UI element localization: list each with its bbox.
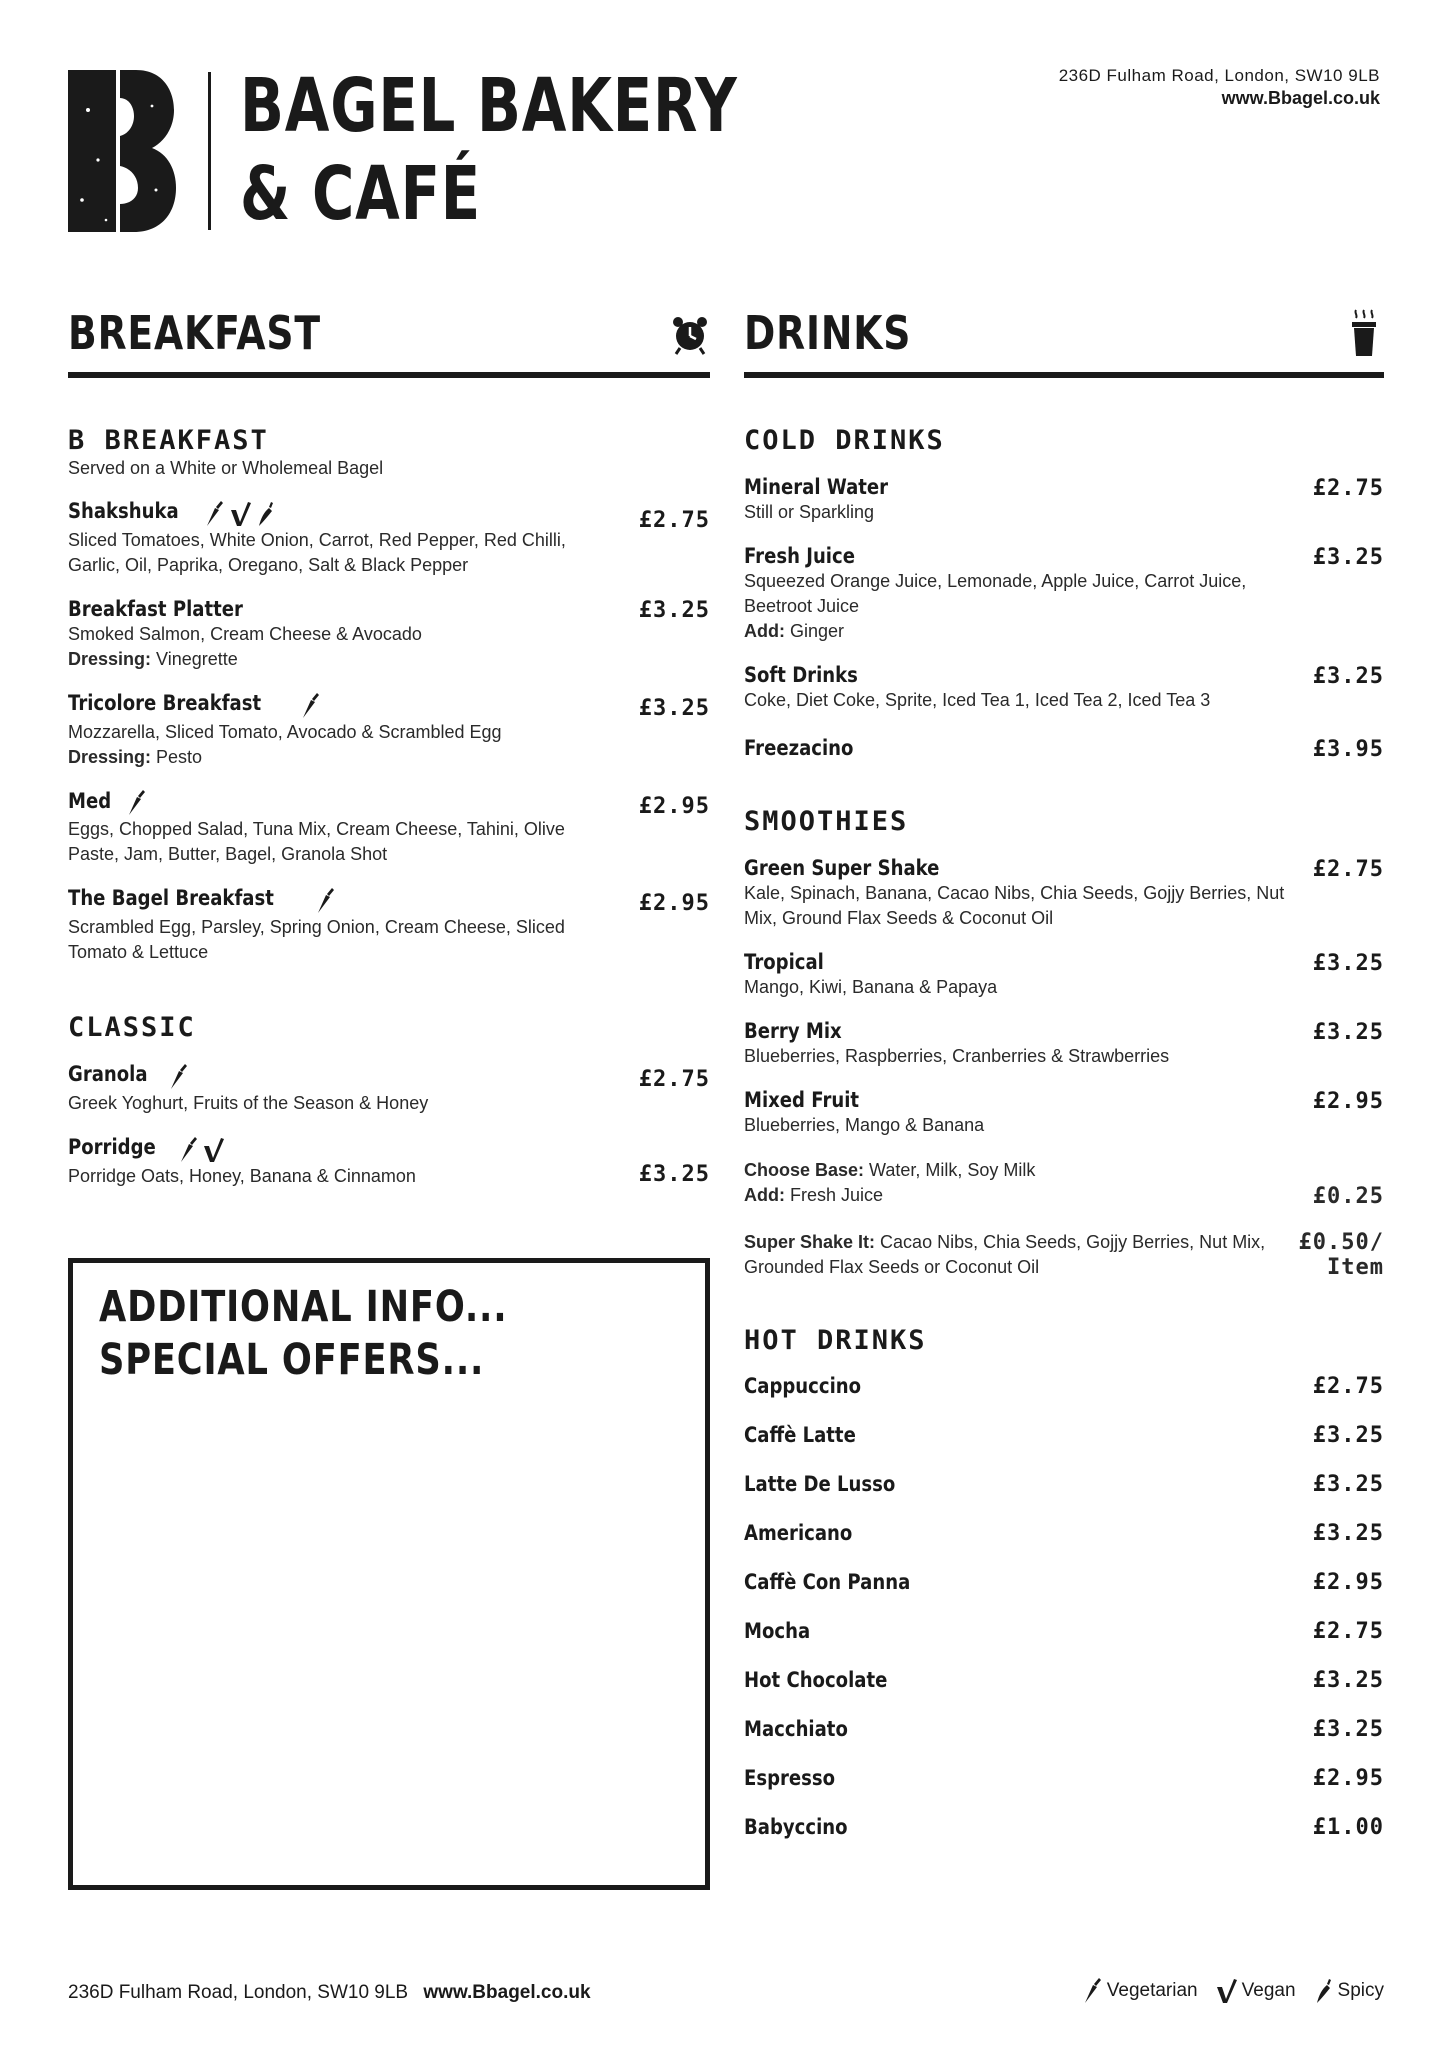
item-name: Granola xyxy=(68,1062,148,1087)
menu-item xyxy=(68,596,710,672)
dietary-tags xyxy=(169,1063,189,1091)
item-name: Macchiato xyxy=(744,1717,848,1741)
dietary-tags xyxy=(179,1136,225,1164)
item-name: Tropical xyxy=(744,950,824,974)
group-subtitle: Served on a White or Wholemeal Bagel xyxy=(68,458,384,478)
vegetarian-icon xyxy=(316,887,336,915)
dressing-value: Vinegrette xyxy=(151,648,238,669)
item-description: Eggs, Chopped Salad, Tuna Mix, Cream Cheese, Tahini, Olive Paste, Jam, Butter, Bagel, Granola Shot xyxy=(68,819,565,865)
item-price: £2.95 xyxy=(638,793,710,819)
vegetarian-icon xyxy=(169,1063,189,1091)
group-smoothies xyxy=(744,807,1384,1280)
menu-item xyxy=(744,1758,1384,1807)
item-price: £3.25 xyxy=(1312,545,1384,570)
item-price: £3.25 xyxy=(1312,664,1384,689)
legend-vegetarian-label: Vegetarian xyxy=(1106,1980,1198,2001)
item-name: Latte De Lusso xyxy=(744,1472,896,1496)
item-name: Berry Mix xyxy=(744,1019,842,1043)
item-description: Blueberries, Raspberries, Cranberries & Strawberries xyxy=(744,1046,1170,1066)
menu-item xyxy=(744,1562,1384,1611)
item-price: £3.25 xyxy=(1312,1020,1384,1045)
dietary-tags xyxy=(205,500,276,528)
footer-address-block xyxy=(68,1982,591,2004)
item-description: Squeezed Orange Juice, Lemonade, Apple Juice, Carrot Juice, Beetroot Juice xyxy=(744,571,1247,616)
item-price: £2.95 xyxy=(1312,1766,1384,1791)
item-price: £3.25 xyxy=(1312,1423,1384,1448)
super-shake-price-line-2: Item xyxy=(1327,1255,1384,1280)
header-address-block xyxy=(1059,66,1380,109)
item-description: Blueberries, Mango & Banana xyxy=(744,1115,985,1135)
menu-item xyxy=(744,1464,1384,1513)
menu-item xyxy=(744,1807,1384,1856)
super-shake-label: Super Shake It: xyxy=(744,1232,876,1252)
breakfast-title: BREAKFAST xyxy=(68,306,321,360)
item-description: Mango, Kiwi, Banana & Papaya xyxy=(744,977,998,997)
item-price: £2.95 xyxy=(1312,1089,1384,1114)
group-title: SMOOTHIES xyxy=(744,806,909,837)
menu-item xyxy=(68,1134,710,1189)
logo-b-mark xyxy=(68,70,176,232)
menu-item xyxy=(68,498,710,578)
menu-item xyxy=(744,1018,1384,1069)
item-description: Scrambled Egg, Parsley, Spring Onion, Cream Cheese, Sliced Tomato & Lettuce xyxy=(68,917,565,963)
item-name: Mixed Fruit xyxy=(744,1088,860,1112)
menu-item xyxy=(744,1709,1384,1758)
spicy-icon xyxy=(1314,1976,1334,2006)
item-price: £3.25 xyxy=(1312,1668,1384,1693)
group-b-breakfast xyxy=(68,426,710,965)
item-name: Med xyxy=(68,788,112,813)
legend-vegetarian xyxy=(1083,1976,1198,2006)
group-title: B BREAKFAST xyxy=(68,425,269,456)
drinks-header xyxy=(744,300,1384,378)
super-shake-price-line-1: £0.50/ xyxy=(1298,1230,1384,1255)
smoothie-base-note xyxy=(744,1158,1384,1208)
item-name: Fresh Juice xyxy=(744,544,855,568)
additional-info-box xyxy=(68,1258,710,1890)
item-name: The Bagel Breakfast xyxy=(68,886,274,911)
vegetarian-icon xyxy=(179,1136,199,1164)
dressing-label: Dressing: xyxy=(68,648,152,669)
item-price: £3.25 xyxy=(1312,1521,1384,1546)
group-hot-drinks xyxy=(744,1326,1384,1856)
group-title: CLASSIC xyxy=(68,1012,196,1044)
vegan-icon xyxy=(230,500,252,528)
drinks-column xyxy=(744,300,1384,1856)
vegetarian-icon xyxy=(1083,1976,1103,2006)
group-cold-drinks xyxy=(744,426,1384,761)
add-value: Fresh Juice xyxy=(784,1185,884,1205)
legend-spicy xyxy=(1314,1976,1384,2006)
menu-item xyxy=(744,1611,1384,1660)
item-name: Soft Drinks xyxy=(744,663,858,687)
add-line xyxy=(744,1183,1274,1208)
brand-line-1: BAGEL BAKERY xyxy=(240,63,738,149)
super-shake-price xyxy=(1299,1230,1384,1280)
menu-item xyxy=(744,1415,1384,1464)
addon-value: Ginger xyxy=(784,621,845,641)
item-price: £3.95 xyxy=(1312,737,1384,762)
logo-divider xyxy=(208,72,211,230)
item-price: £3.25 xyxy=(638,597,710,623)
item-price: £2.95 xyxy=(638,891,710,917)
item-description: Still or Sparkling xyxy=(744,502,875,522)
item-price: £1.00 xyxy=(1312,1815,1384,1840)
footer-website-link[interactable]: www.Bbagel.co.uk xyxy=(423,1982,591,2003)
brand-name xyxy=(240,62,738,238)
item-name: Green Super Shake xyxy=(744,856,940,880)
spicy-icon xyxy=(256,500,276,528)
item-description: Sliced Tomatoes, White Onion, Carrot, Red Pepper, Red Chilli, Garlic, Oil, Paprika, Oregano, Salt & Black Pepper xyxy=(68,529,566,575)
dressing-value: Pesto xyxy=(151,746,203,767)
footer-address: 236D Fulham Road, London, SW10 9LB xyxy=(68,1982,409,2003)
item-price: £2.75 xyxy=(1312,476,1384,501)
item-name: Espresso xyxy=(744,1766,836,1790)
vegan-icon xyxy=(1216,1976,1238,2006)
dietary-legend xyxy=(1083,1976,1384,2006)
menu-item xyxy=(744,1366,1384,1415)
item-price: £3.25 xyxy=(638,1161,710,1187)
dietary-tags xyxy=(127,789,147,817)
item-name: Freezacino xyxy=(744,736,854,760)
item-description: Kale, Spinach, Banana, Cacao Nibs, Chia Seeds, Gojjy Berries, Nut Mix, Ground Flax Seeds & Coconut Oil xyxy=(744,883,1285,928)
menu-item xyxy=(744,735,1384,761)
header-website-link[interactable]: www.Bbagel.co.uk xyxy=(1221,88,1380,108)
menu-item xyxy=(68,690,710,770)
item-name: Porridge xyxy=(68,1134,156,1159)
item-name: Tricolore Breakfast xyxy=(68,690,262,715)
menu-item xyxy=(744,855,1384,931)
menu-item xyxy=(744,1513,1384,1562)
add-price: £0.25 xyxy=(1312,1184,1384,1209)
vegetarian-icon xyxy=(301,692,321,720)
item-description: Smoked Salmon, Cream Cheese & Avocado xyxy=(68,623,422,644)
menu-item xyxy=(744,474,1384,525)
item-price: £2.75 xyxy=(1312,857,1384,882)
menu-item xyxy=(744,662,1384,713)
breakfast-column xyxy=(68,300,710,1189)
info-line-1: ADDITIONAL INFO... xyxy=(99,1282,508,1332)
item-dressing xyxy=(68,647,710,672)
item-name: Americano xyxy=(744,1521,853,1545)
item-price: £2.75 xyxy=(1312,1619,1384,1644)
super-shake-value: Cacao Nibs, Chia Seeds, Gojjy Berries, Nut Mix, Grounded Flax Seeds or Coconut Oil xyxy=(744,1232,1266,1277)
group-title: HOT DRINKS xyxy=(744,1325,927,1356)
header-address: 236D Fulham Road, London, SW10 9LB xyxy=(1058,66,1380,85)
menu-item xyxy=(744,1660,1384,1709)
item-price: £3.25 xyxy=(638,695,710,721)
item-price: £2.75 xyxy=(638,1067,710,1093)
item-dressing xyxy=(68,745,710,770)
vegetarian-icon xyxy=(205,500,225,528)
base-value: Water, Milk, Soy Milk xyxy=(864,1160,1036,1180)
legend-vegan-label: Vegan xyxy=(1241,1980,1296,2001)
item-name: Mineral Water xyxy=(744,475,889,499)
base-label: Choose Base: xyxy=(744,1160,865,1180)
legend-vegan xyxy=(1216,1976,1296,2006)
group-classic xyxy=(68,1013,710,1189)
item-description: Mozzarella, Sliced Tomato, Avocado & Scrambled Egg xyxy=(68,721,502,742)
addon-label: Add: xyxy=(744,621,785,641)
item-description: Greek Yoghurt, Fruits of the Season & Honey xyxy=(68,1092,429,1113)
item-name: Caffè Con Panna xyxy=(744,1570,911,1594)
menu-item xyxy=(68,1061,710,1116)
item-name: Hot Chocolate xyxy=(744,1668,888,1692)
super-shake-note xyxy=(744,1230,1384,1280)
menu-item xyxy=(68,788,710,868)
breakfast-header xyxy=(68,300,710,378)
item-price: £3.25 xyxy=(1312,951,1384,976)
item-name: Shakshuka xyxy=(68,499,179,523)
info-box-text xyxy=(99,1281,508,1387)
dietary-tags xyxy=(316,887,336,915)
legend-spicy-label: Spicy xyxy=(1337,1980,1384,2001)
item-name: Cappuccino xyxy=(744,1374,862,1398)
add-label: Add: xyxy=(744,1185,785,1205)
menu-item xyxy=(68,885,710,965)
coffee-cup-icon xyxy=(1344,308,1384,358)
item-price: £3.25 xyxy=(1312,1717,1384,1742)
group-title: COLD DRINKS xyxy=(744,425,945,456)
menu-item xyxy=(744,543,1384,644)
dietary-tags xyxy=(301,692,321,720)
item-name: Mocha xyxy=(744,1619,811,1643)
vegetarian-icon xyxy=(127,789,147,817)
alarm-clock-icon xyxy=(670,308,710,358)
drinks-title: DRINKS xyxy=(744,306,912,360)
info-line-2: SPECIAL OFFERS... xyxy=(99,1335,485,1385)
menu-item xyxy=(744,1087,1384,1138)
item-name: Caffè Latte xyxy=(744,1423,856,1447)
item-name: Breakfast Platter xyxy=(68,596,243,621)
item-description: Coke, Diet Coke, Sprite, Iced Tea 1, Iced Tea 2, Iced Tea 3 xyxy=(744,690,1211,710)
brand-line-2: & CAFÉ xyxy=(240,151,482,237)
dressing-label: Dressing: xyxy=(68,746,152,767)
item-price: £2.95 xyxy=(1312,1570,1384,1595)
item-price: £2.75 xyxy=(1312,1374,1384,1399)
base-line xyxy=(744,1158,1274,1183)
vegan-icon xyxy=(203,1136,225,1164)
item-price: £3.25 xyxy=(1312,1472,1384,1497)
item-addon xyxy=(744,619,1384,644)
item-price: £2.75 xyxy=(638,508,710,533)
item-name: Babyccino xyxy=(744,1815,848,1839)
item-description: Porridge Oats, Honey, Banana & Cinnamon xyxy=(68,1165,416,1186)
menu-item xyxy=(744,949,1384,1000)
